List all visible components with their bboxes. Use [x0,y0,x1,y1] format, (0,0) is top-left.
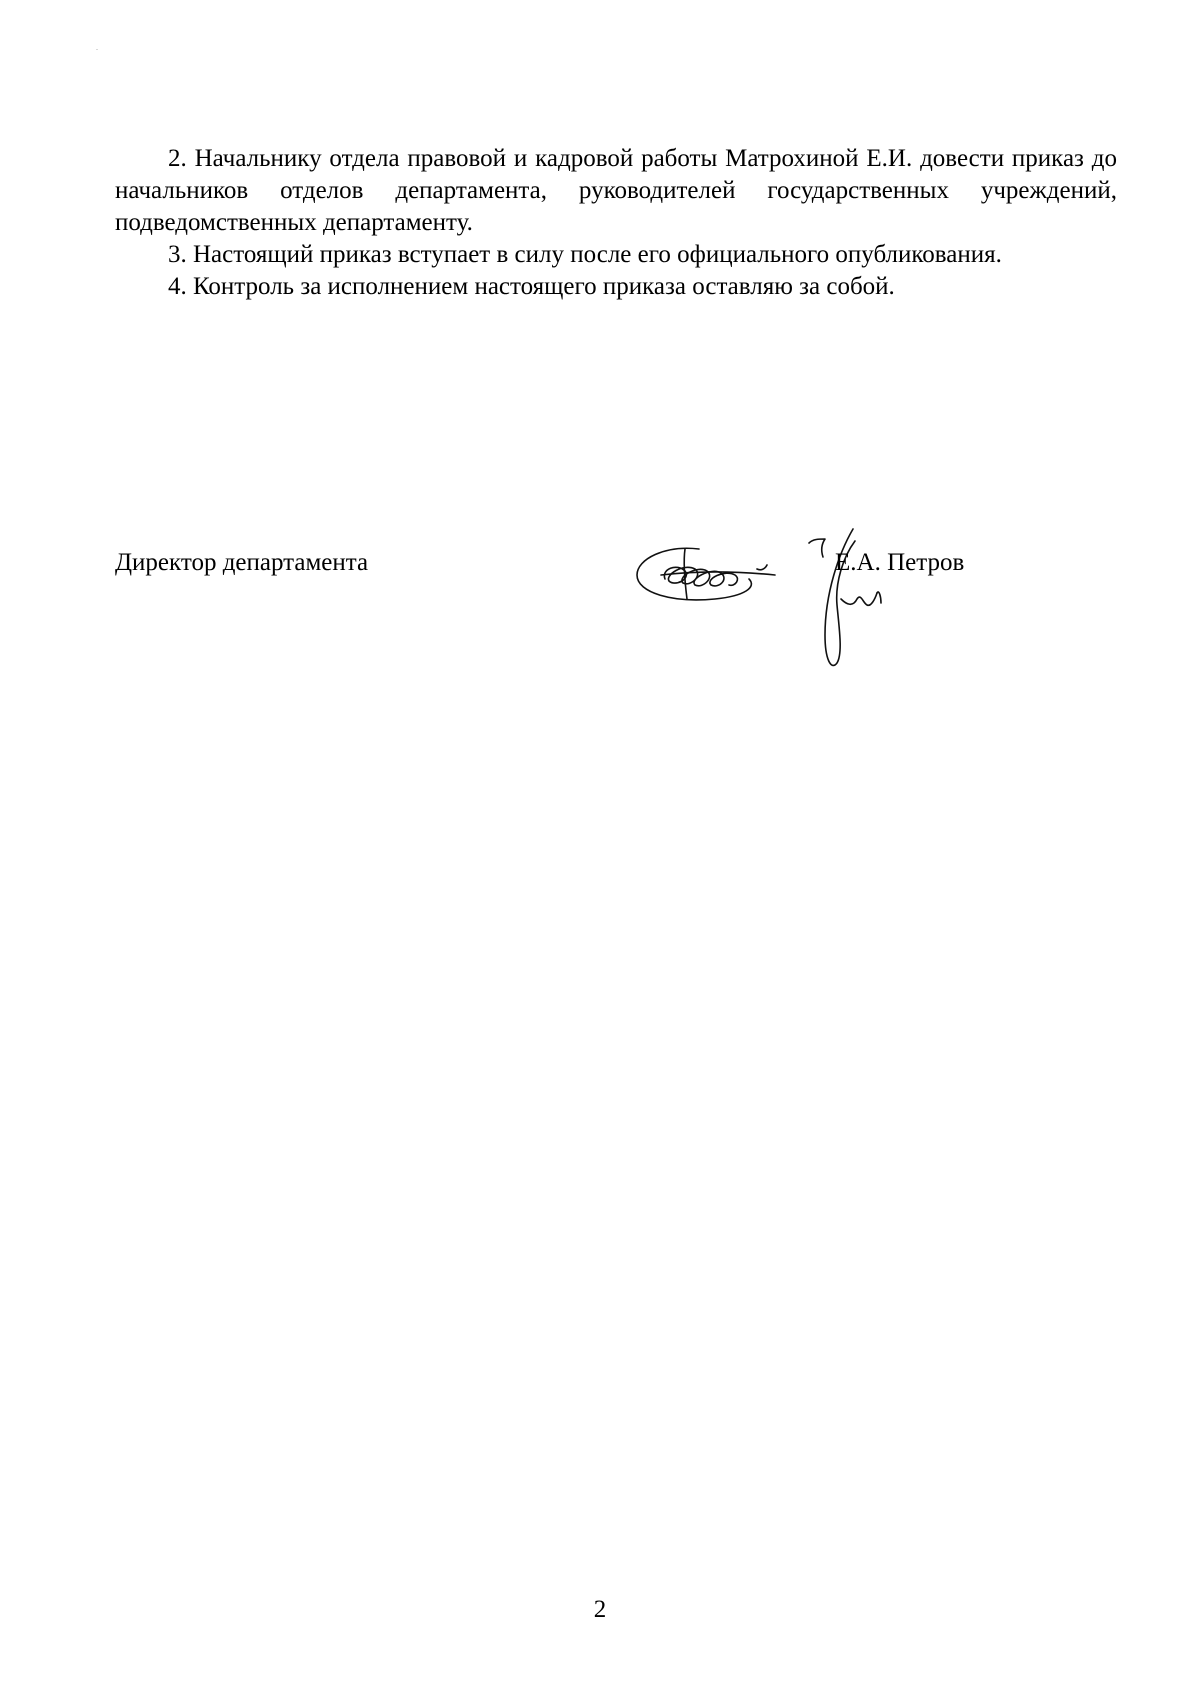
signer-title: Директор департамента [115,549,369,576]
signature-block [115,547,1117,697]
document-body [115,143,1117,303]
paragraph-3: 3. Настоящий приказ вступает в силу после его официального опубликования. [168,241,1002,268]
scan-speck [96,49,98,50]
signer-name: Е.А. Петров [835,549,965,576]
handwritten-signature [625,513,945,693]
paragraph-4: 4. Контроль за исполнением настоящего приказа оставляю за собой. [168,273,895,300]
paragraph-2: 2. Начальнику отдела правовой и кадровой работы Матрохиной Е.И. довести приказ до начальников отделов департамента, руководителей государственных учреждений, подведомственных департаменту. [115,145,1117,236]
page-number: 2 [593,1596,607,1623]
